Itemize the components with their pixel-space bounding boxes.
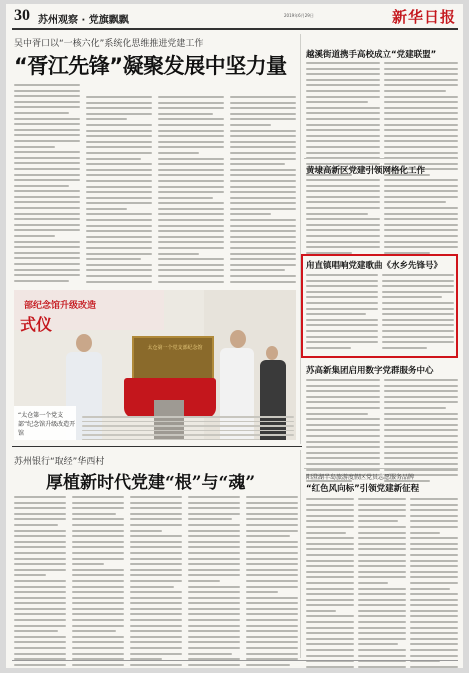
lead-column-3 xyxy=(158,96,224,286)
side-kicker-5: 阳澄湖半岛旅游度假区党员志愿服务品牌 xyxy=(306,474,415,481)
side-story-5-col-a xyxy=(306,498,354,668)
side-headline-5: “红色风向标”引领党建新征程 xyxy=(306,484,420,494)
paper-logo: 新华日报 xyxy=(392,8,457,26)
lead-column-2 xyxy=(86,96,152,286)
side-story-2-col-a xyxy=(306,179,380,257)
lead-column-1 xyxy=(14,84,80,285)
side-divider-2 xyxy=(304,468,458,469)
photo-banner-text: 部纪念馆升级改造 xyxy=(24,301,97,311)
section-name: 苏州观察 · 党旗飘飘 xyxy=(38,15,129,26)
side-story-5-col-b xyxy=(358,498,406,668)
plaque-text: 太仓第一个党支部纪念馆 xyxy=(147,345,203,351)
side-story-2-col-b xyxy=(384,179,458,257)
photo-caption: “太仓第一个党支部”纪念馆升级改造开馆 xyxy=(18,412,76,437)
side-story-5-col-c xyxy=(410,498,458,668)
side-headline-1: 越溪街道携手高校成立“党建联盟” xyxy=(306,50,437,60)
side-story-1-col-a xyxy=(306,62,380,179)
newspaper-page xyxy=(6,4,463,668)
bottom-kicker: 苏州银行“取经”华西村 xyxy=(14,457,105,467)
masthead xyxy=(6,4,463,30)
side-divider-1 xyxy=(304,158,458,159)
column-divider-bottom xyxy=(300,450,301,658)
bottom-column-3 xyxy=(130,496,182,668)
column-divider xyxy=(300,34,301,444)
side-headline-3: 甪直镇唱响党建歌曲《水乡先锋号》 xyxy=(306,261,443,271)
bottom-column-4 xyxy=(188,496,240,668)
photo-banner-big-text: 式仪 xyxy=(20,315,53,334)
bottom-headline: 厚植新时代党建“根”与“魂” xyxy=(46,473,256,493)
page-number: 30 xyxy=(14,7,30,24)
side-story-3-col-a xyxy=(306,274,378,352)
side-story-1-col-b xyxy=(384,62,458,179)
lead-column-4 xyxy=(230,96,296,286)
bottom-column-2 xyxy=(72,496,124,668)
section-divider xyxy=(12,446,302,447)
masthead-rule xyxy=(12,28,458,30)
photo-caption-body xyxy=(82,416,294,443)
side-headline-2: 黄埭高新区党建引领网格化工作 xyxy=(306,166,426,176)
side-headline-4: 苏高新集团启用数字党群服务中心 xyxy=(306,366,434,376)
side-story-4-col-a xyxy=(306,379,380,485)
issue-date: 2019年6月29日 xyxy=(284,13,314,18)
lead-headline: “胥江先锋”凝聚发展中坚力量 xyxy=(14,54,287,78)
side-story-3-col-b xyxy=(382,274,454,352)
lead-kicker: 吴中胥口以“一核六化”系统化思维推进党建工作 xyxy=(14,39,204,49)
side-story-4-col-b xyxy=(384,379,458,485)
bottom-column-5 xyxy=(246,496,298,668)
footer-rule xyxy=(12,660,458,661)
bottom-column-1 xyxy=(14,496,66,668)
